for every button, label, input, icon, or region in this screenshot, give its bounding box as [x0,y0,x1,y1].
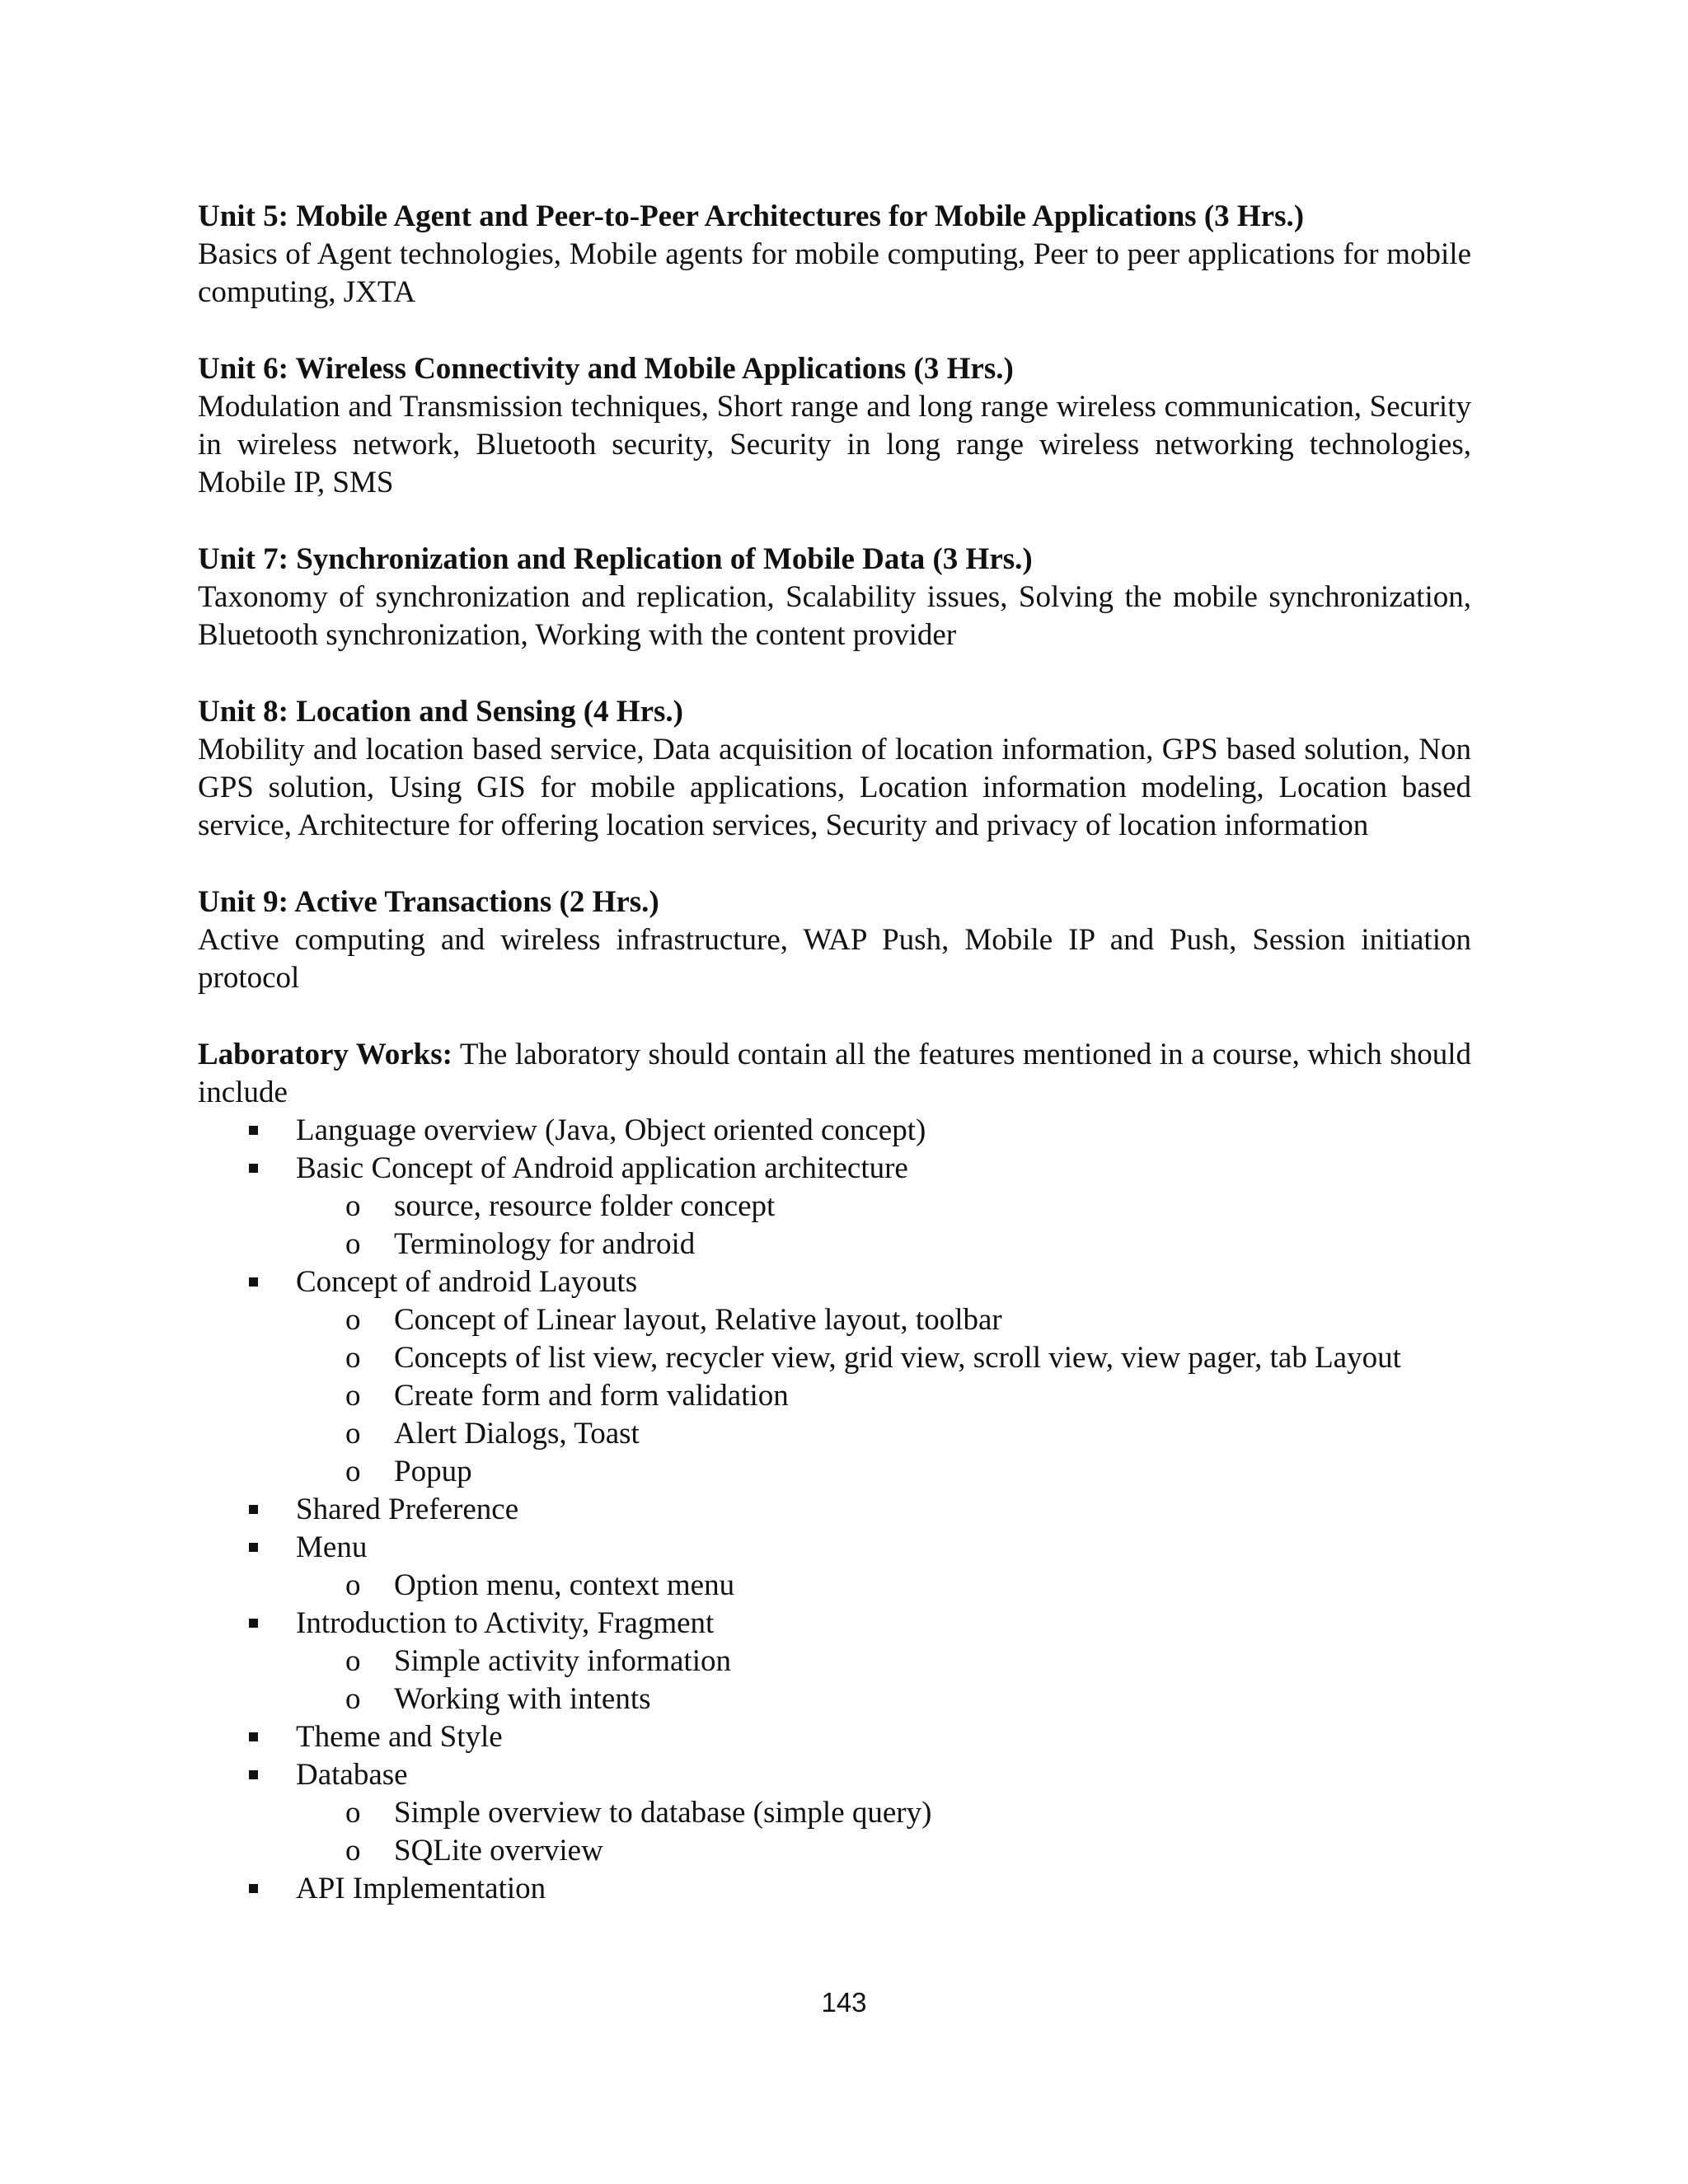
lab-topic-label: Concept of android Layouts [296,1265,638,1299]
unit-title: Unit 9: Active Transactions (2 Hrs.) [198,885,659,919]
lab-topic-label: Database [296,1758,408,1792]
lab-subtopic-item [296,1226,1471,1263]
syllabus-page [198,198,1471,1908]
unit-9-section [198,883,1471,997]
lab-subtopic-label: Popup [394,1455,472,1488]
page-number: 143 [821,1987,867,2018]
lab-subtopic-label: Simple activity information [394,1644,731,1678]
unit-6-section [198,350,1471,502]
square-bullet-icon [249,1126,258,1135]
lab-subtopic-list [296,1188,1471,1263]
lab-heading: Laboratory Works: [198,1038,452,1071]
unit-description: Taxonomy of synchronization and replication, Scalability issues, Solving the mobile synchronization, Bluetooth synchronization, Working with the content provider [198,580,1471,652]
lab-topic-label: Language overview (Java, Object oriented concept) [296,1113,926,1147]
circle-bullet-icon: o [345,1227,361,1261]
square-bullet-icon [249,1770,258,1779]
lab-subtopic-item [296,1794,1471,1832]
unit-title: Unit 5: Mobile Agent and Peer-to-Peer Architectures for Mobile Applications (3 Hrs.) [198,199,1305,233]
lab-topic-label: API Implementation [296,1872,546,1905]
lab-topic-item [198,1529,1471,1605]
unit-7-section [198,541,1471,654]
circle-bullet-icon: o [345,1189,361,1223]
unit-description: Active computing and wireless infrastructure, WAP Push, Mobile IP and Push, Session initiation protocol [198,923,1471,995]
lab-subtopic-label: Simple overview to database (simple query) [394,1796,932,1830]
lab-topic-item [198,1870,1471,1908]
lab-subtopic-list [296,1794,1471,1870]
lab-subtopic-item [296,1832,1471,1870]
lab-subtopic-label: Working with intents [394,1682,651,1716]
lab-topic-label: Menu [296,1530,368,1564]
lab-subtopic-list [296,1567,1471,1605]
lab-subtopic-label: Option menu, context menu [394,1568,735,1602]
circle-bullet-icon: o [345,1341,361,1375]
square-bullet-icon [249,1732,258,1741]
lab-topic-label: Shared Preference [296,1493,519,1526]
lab-topic-label: Introduction to Activity, Fragment [296,1606,715,1640]
square-bullet-icon [249,1164,258,1173]
lab-intro-paragraph [198,1036,1471,1112]
circle-bullet-icon: o [345,1455,361,1488]
unit-description: Basics of Agent technologies, Mobile agents for mobile computing, Peer to peer applications for mobile computing, JXTA [198,237,1471,309]
lab-subtopic-item [296,1339,1471,1377]
circle-bullet-icon: o [345,1568,361,1602]
circle-bullet-icon: o [345,1417,361,1451]
lab-subtopic-item [296,1415,1471,1453]
unit-title: Unit 6: Wireless Connectivity and Mobile Applications (3 Hrs.) [198,352,1014,386]
lab-topic-label: Theme and Style [296,1720,503,1754]
lab-subtopic-label: Create form and form validation [394,1379,789,1413]
lab-topic-item [198,1718,1471,1756]
laboratory-works-section [198,1036,1471,1908]
lab-subtopic-item [296,1643,1471,1680]
square-bullet-icon [249,1543,258,1552]
square-bullet-icon [249,1884,258,1893]
unit-5-section [198,198,1471,312]
square-bullet-icon [249,1505,258,1514]
square-bullet-icon [249,1619,258,1628]
unit-description: Mobility and location based service, Data acquisition of location information, GPS based solution, Non GPS solution, Using GIS for mobile applications, Location information modeling, Location based service, Architecture for offering location services, Security and privacy of location information [198,733,1471,842]
unit-title: Unit 8: Location and Sensing (4 Hrs.) [198,695,683,729]
unit-title: Unit 7: Synchronization and Replication of Mobile Data (3 Hrs.) [198,542,1033,576]
lab-topic-list [198,1112,1471,1908]
lab-subtopic-label: Alert Dialogs, Toast [394,1417,640,1451]
circle-bullet-icon: o [345,1379,361,1413]
circle-bullet-icon: o [345,1303,361,1337]
square-bullet-icon [249,1277,258,1286]
circle-bullet-icon: o [345,1682,361,1716]
lab-topic-item [198,1491,1471,1529]
circle-bullet-icon: o [345,1834,361,1868]
lab-subtopic-label: Concepts of list view, recycler view, grid view, scroll view, view pager, tab Layout [394,1341,1401,1375]
unit-8-section [198,693,1471,845]
circle-bullet-icon: o [345,1796,361,1830]
lab-subtopic-item [296,1453,1471,1491]
unit-description: Modulation and Transmission techniques, Short range and long range wireless communication, Security in wireless network, Bluetooth security, Security in long range wireless networking technologies, Mobile IP, SMS [198,390,1471,499]
lab-topic-item [198,1605,1471,1718]
lab-subtopic-list [296,1643,1471,1718]
lab-subtopic-label: SQLite overview [394,1834,603,1868]
lab-topic-item [198,1112,1471,1150]
lab-subtopic-item [296,1377,1471,1415]
lab-subtopic-list [296,1301,1471,1491]
lab-subtopic-item [296,1680,1471,1718]
lab-subtopic-item [296,1301,1471,1339]
lab-subtopic-item [296,1188,1471,1226]
lab-subtopic-item [296,1567,1471,1605]
lab-topic-item [198,1150,1471,1263]
lab-topic-label: Basic Concept of Android application architecture [296,1151,908,1185]
lab-subtopic-label: Terminology for android [394,1227,696,1261]
lab-topic-item [198,1756,1471,1870]
circle-bullet-icon: o [345,1644,361,1678]
lab-intro-text: The laboratory should contain all the features mentioned in a course, which should include [198,1038,1471,1109]
lab-topic-item [198,1263,1471,1491]
lab-subtopic-label: source, resource folder concept [394,1189,776,1223]
lab-subtopic-label: Concept of Linear layout, Relative layout, toolbar [394,1303,1002,1337]
